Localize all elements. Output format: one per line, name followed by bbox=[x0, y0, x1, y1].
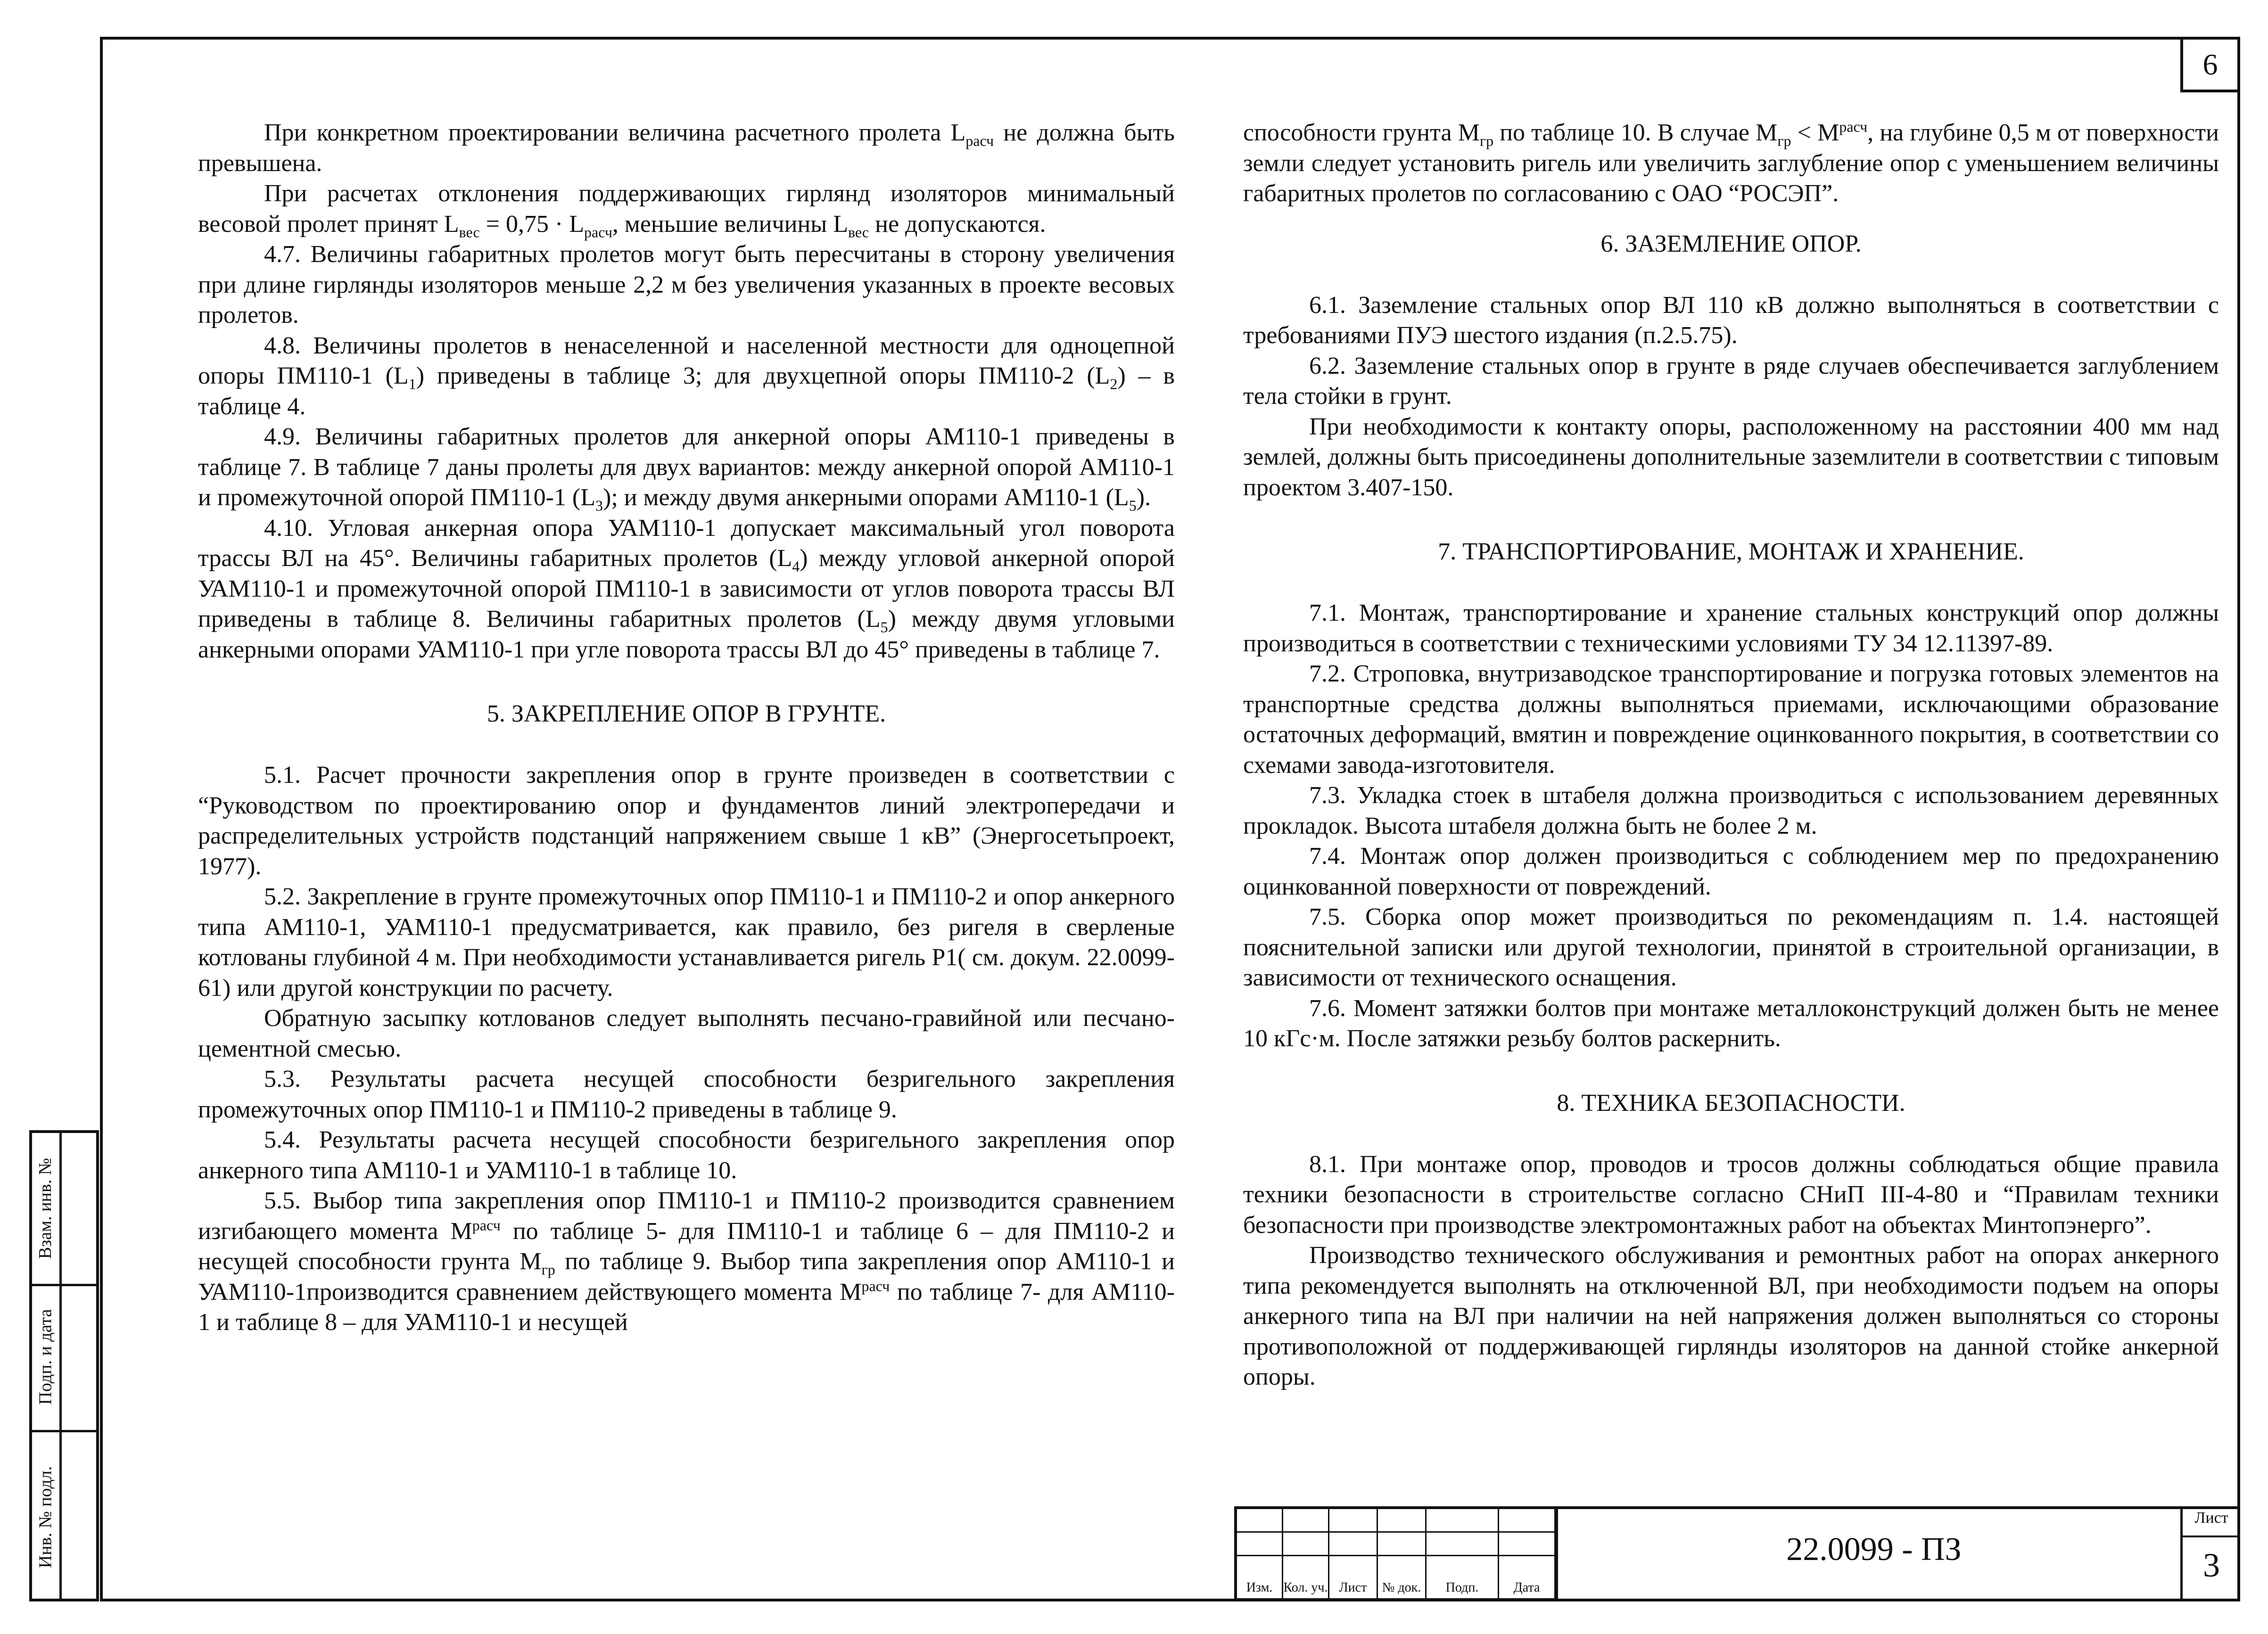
paragraph: 6.1. Заземление стальных опор ВЛ 110 кВ должно выполняться в соответствии с требованиями ПУЭ шестого издания (п.2.5.75). bbox=[1243, 291, 2219, 349]
paragraph: При конкретном проектировании величина расчетного пролета $L_{расч}$ не должна быть превышена. bbox=[198, 119, 1175, 177]
stamp-column-label: № док. bbox=[1382, 1580, 1421, 1595]
stamp-cell bbox=[1378, 1533, 1427, 1556]
stamp-cell bbox=[1427, 1509, 1499, 1533]
stamp-column-label: Кол. уч. bbox=[1283, 1580, 1328, 1595]
margin-divider bbox=[59, 1133, 62, 1599]
stamp-cell bbox=[1283, 1533, 1329, 1556]
stamp-cell bbox=[1329, 1509, 1378, 1533]
stamp-cell bbox=[1329, 1533, 1378, 1556]
sheet-divider bbox=[2183, 1535, 2240, 1537]
stamp-column-label: Подп. bbox=[1445, 1580, 1479, 1595]
paragraph: Производство технического обслуживания и ремонтных работ на опорах анкерного типа рекомендуется выполнять на отключенной ВЛ, при необходимости подъем на опоры анкерного типа на ВЛ при наличии на ней напряжения должен выполняться со стороны противоположной от поддерживающей гирлянды изоляторов на данной стойке анкерной опоры. bbox=[1243, 1242, 2219, 1390]
paragraph: 5.3. Результаты расчета несущей способности безригельного закрепления промежуточных опор ПМ110-1 и ПМ110-2 приведены в таблице 9. bbox=[198, 1066, 1175, 1123]
inv-podl-label: Инв. № подл. bbox=[35, 1466, 56, 1568]
document-code: 22.0099 - ПЗ bbox=[1786, 1531, 1962, 1568]
paragraph: Обратную засыпку котлованов следует выполнять песчано-гравийной или песчано-цементной смесью. bbox=[198, 1005, 1175, 1062]
margin-stamp bbox=[29, 1130, 99, 1601]
sheet-label: Лист bbox=[2194, 1509, 2228, 1527]
paragraph: 6.2. Заземление стальных опор в грунте в ряде случаев обеспечивается заглублением тела стойки в грунт. bbox=[1243, 352, 2219, 410]
right-text-column bbox=[1243, 118, 2219, 1393]
paragraph: При расчетах отклонения поддерживающих гирлянд изоляторов минимальный весовой пролет принят $L_{вес} = 0,75 \cdot L_{расч}$, меньшие величины $L_{вес}$ не допускаются. bbox=[198, 180, 1175, 240]
section-heading: 6. ЗАЗЕМЛЕНИЕ ОПОР. bbox=[1600, 230, 1862, 257]
sheet-number: 3 bbox=[2203, 1546, 2220, 1584]
paragraph: способности грунта $М_{гр}$ по таблице 10. В случае $М_{гр} < М^{расч}$, на глубине 0,5 м от поверхности земли следует установить ригель или увеличить заглубление опор с уменьшением величины габаритных пролетов по согласованию с ОАО “РОСЭП”. bbox=[1243, 118, 2219, 207]
paragraph: 4.8. Величины пролетов в ненаселенной и населенной местности для одноцепной опоры ПМ110-1 $(L_1)$ приведены в таблице 3; для двухцепной опоры ПМ110-2 $(L_2)$ – в таблице 4. bbox=[198, 332, 1175, 420]
paragraph: 7.2. Строповка, внутризаводское транспортирование и погрузка готовых элементов на транспортные средства должны выполняться приемами, исключающими образование остаточных деформаций, вмятин и повреждение оцинкованного покрытия, в соответствии со схемами завода-изготовителя. bbox=[1243, 660, 2219, 779]
paragraph: 4.9. Величины габаритных пролетов для анкерной опоры АМ110-1 приведены в таблице 7. В таблице 7 даны пролеты для двух вариантов: между анкерной опорой АМ110-1 и промежуточной опорой ПМ110-1 $(L_3)$; и между двумя анкерными опорами АМ110-1 $(L_5)$. bbox=[198, 423, 1175, 514]
stamp-cell bbox=[1237, 1533, 1283, 1556]
stamp-column-label: Изм. bbox=[1246, 1580, 1273, 1595]
paragraph: 7.4. Монтаж опор должен производиться с соблюдением мер по предохранению оцинкованной поверхности от повреждений. bbox=[1243, 843, 2219, 900]
stamp-cell bbox=[1237, 1556, 1283, 1600]
stamp-cell bbox=[1283, 1556, 1329, 1600]
stamp-cell bbox=[1378, 1509, 1427, 1533]
stamp-column-label: Дата bbox=[1513, 1580, 1540, 1595]
paragraph: При необходимости к контакту опоры, расположенному на расстоянии 400 мм над землей, должны быть присоединены дополнительные заземлители в соответствии с типовым проектом 3.407-150. bbox=[1243, 413, 2219, 501]
paragraph: 7.5. Сборка опор может производиться по рекомендациям п. 1.4. настоящей пояснительной записки или другой технологии, принятой в строительной организации, в зависимости от технического оснащения. bbox=[1243, 903, 2219, 991]
section-heading: 7. ТРАНСПОРТИРОВАНИЕ, МОНТАЖ И ХРАНЕНИЕ. bbox=[1438, 538, 2024, 565]
paragraph: 5.1. Расчет прочности закрепления опор в грунте произведен в соответствии с “Руководством по проектированию опор и фундаментов линий электропередачи и распределительных устройств подстанций напряжением свыше 1 кВ” (Энергосетьпроект, 1977). bbox=[198, 762, 1175, 880]
paragraph: 4.10. Угловая анкерная опора УАМ110-1 допускает максимальный угол поворота трассы ВЛ на 45°. Величины габаритных пролетов $(L_4)$ между угловой анкерной опорой УАМ110-1 и промежуточной опорой ПМ110-1 в зависимости от углов поворота трассы ВЛ приведены в таблице 8. Величины габаритных пролетов $(L_5)$ между двумя угловыми анкерными опорами УАМ110-1 при угле поворота трассы ВЛ до 45° приведены в таблице 7. bbox=[198, 514, 1175, 663]
paragraph: 7.1. Монтаж, транспортирование и хранение стальных конструкций опор должны производиться в соответствии с техническими условиями ТУ 34 12.11397-89. bbox=[1243, 599, 2219, 657]
stamp-separator bbox=[1556, 1509, 1558, 1601]
paragraph: 7.6. Момент затяжки болтов при монтаже металлоконструкций должен быть не менее 10 кГс·м. После затяжки резьбу болтов раскернить. bbox=[1243, 994, 2219, 1052]
paragraph: 5.4. Результаты расчета несущей способности безригельного закрепления опор анкерного типа АМ110-1 и УАМ110-1 в таблице 10. bbox=[198, 1126, 1175, 1184]
podp-data-label: Подп. и дата bbox=[35, 1309, 56, 1405]
paragraph: 8.1. При монтаже опор, проводов и тросов должны соблюдаться общие правила техники безопасности в строительстве согласно СНиП III-4-80 и “Правилам техники безопасности при производстве электромонтажных работ на объектах Минтопэнерго”. bbox=[1243, 1150, 2219, 1239]
stamp-cell bbox=[1499, 1556, 1556, 1600]
stamp-cell bbox=[1378, 1556, 1427, 1600]
paragraph: 7.3. Укладка стоек в штабеля должна производиться с использованием деревянных прокладок. Высота штабеля должна быть не более 2 м. bbox=[1243, 782, 2219, 839]
stamp-cell bbox=[1499, 1509, 1556, 1533]
paragraph: 5.5. Выбор типа закрепления опор ПМ110-1 и ПМ110-2 производится сравнением изгибающего момента $М^{расч}$ по таблице 5- для ПМ110-1 и таблице 6 – для ПМ110-2 и несущей способности грунта $М_{гр}$ по таблице 9. Выбор типа закрепления опор АМ110-1 и УАМ110-1производится сравнением действующего момента $М^{расч}$ по таблице 7- для АМ110-1 и таблице 8 – для УАМ110-1 и несущей bbox=[198, 1187, 1175, 1336]
stamp-cell bbox=[1427, 1556, 1499, 1600]
page-number-top: 6 bbox=[2180, 37, 2240, 92]
stamp-cell bbox=[1427, 1533, 1499, 1556]
vzam-inv-label: Взам. инв. № bbox=[35, 1158, 56, 1259]
stamp-cell bbox=[1499, 1533, 1556, 1556]
paragraph: 4.7. Величины габаритных пролетов могут быть пересчитаны в сторону увеличения при длине гирлянды изоляторов меньше 2,2 м без увеличения указанных в проекте весовых пролетов. bbox=[198, 241, 1175, 328]
section-heading: 8. ТЕХНИКА БЕЗОПАСНОСТИ. bbox=[1557, 1089, 1905, 1117]
stamp-column-label: Лист bbox=[1339, 1580, 1367, 1595]
stamp-cell bbox=[1283, 1509, 1329, 1533]
paragraph: 5.2. Закрепление в грунте промежуточных опор ПМ110-1 и ПМ110-2 и опор анкерного типа АМ110-1, УАМ110-1 предусматривается, как правило, без ригеля в сверленые котлованы глубиной 4 м. При необходимости устанавливается ригель Р1( см. докум. 22.0099-61) или другой конструкции по расчету. bbox=[198, 883, 1175, 1002]
left-text-column bbox=[198, 118, 1175, 1338]
stamp-cell bbox=[1329, 1556, 1378, 1600]
sheet-box bbox=[2180, 1506, 2240, 1601]
section-heading: 5. ЗАКРЕПЛЕНИЕ ОПОР В ГРУНТЕ. bbox=[487, 700, 886, 727]
stamp-cell bbox=[1237, 1509, 1283, 1533]
